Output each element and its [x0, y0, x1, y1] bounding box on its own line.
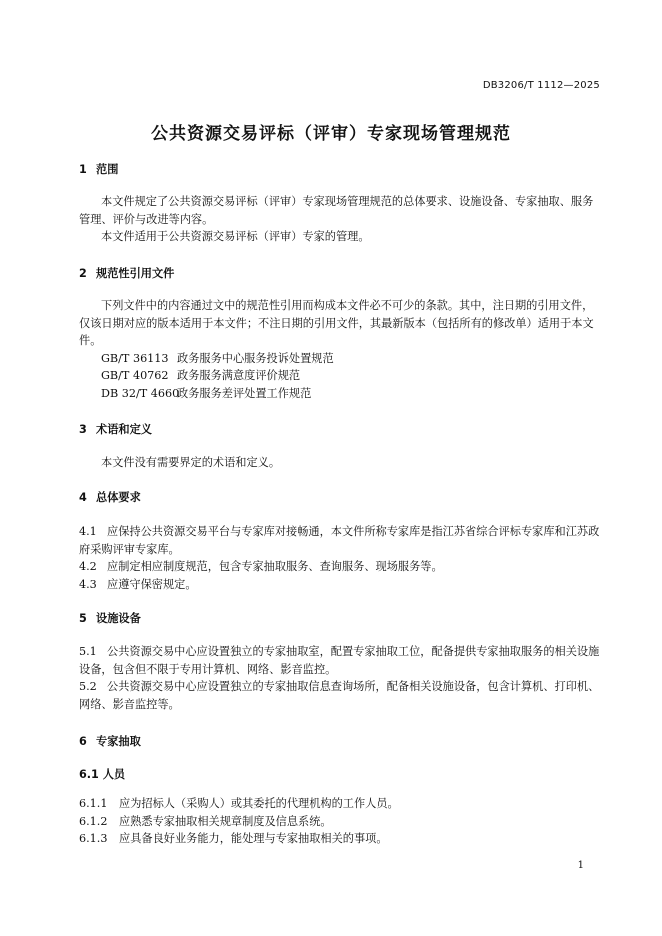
section-title: 总体要求 [96, 491, 141, 504]
reference-item [79, 350, 601, 368]
clause-number: 5.2 [79, 680, 97, 693]
section-number: 4 [79, 491, 87, 504]
section-2-body [79, 297, 601, 402]
clause [79, 643, 601, 678]
section-title: 术语和定义 [96, 423, 152, 436]
paragraph: 下列文件中的内容通过文中的规范性引用而构成本文件必不可少的条款。其中，注日期的引用文件，仅该日期对应的版本适用于本文件；不注日期的引用文件，其最新版本（包括所有的修改单）适用于本文件。 [79, 299, 594, 347]
paragraph: 本文件适用于公共资源交易评标（评审）专家的管理。 [101, 230, 370, 243]
section-6-body [79, 795, 601, 848]
document-title: 公共资源交易评标（评审）专家现场管理规范 [151, 124, 511, 144]
section-2-heading [79, 265, 601, 283]
section-4-heading [79, 489, 601, 507]
clause [79, 830, 601, 848]
subsection-title: 人员 [102, 768, 126, 781]
clause-text: 应保持公共资源交易平台与专家库对接畅通，本文件所称专家库是指江苏省综合评标专家库和江苏政府采购评审专家库。 [79, 525, 600, 556]
section-3-body [79, 454, 601, 472]
section-number: 6 [79, 735, 87, 748]
clause-number: 4.2 [79, 560, 97, 573]
clause-number: 4.3 [79, 577, 97, 591]
page-number: 1 [577, 860, 584, 871]
clause-text: 公共资源交易中心应设置独立的专家抽取室，配置专家抽取工位，配备提供专家抽取服务的相关设施设备，包含但不限于专用计算机、网络、影音监控。 [79, 645, 600, 676]
reference-name: 政务服务满意度评价规范 [177, 369, 301, 382]
reference-item [79, 385, 601, 403]
clause-text: 应具备良好业务能力，能处理与专家抽取相关的事项。 [119, 832, 388, 845]
section-3-heading [79, 421, 601, 439]
section-1-body [79, 193, 601, 246]
section-title: 规范性引用文件 [96, 267, 175, 280]
section-1-heading [79, 161, 601, 179]
section-5-body [79, 643, 601, 713]
clause [79, 523, 601, 558]
clause [79, 813, 601, 831]
clause [79, 795, 601, 813]
section-title: 设施设备 [96, 612, 141, 625]
clause-number: 6.1.1 [79, 797, 108, 810]
section-4-body [79, 523, 601, 593]
clause-text: 公共资源交易中心应设置独立的专家抽取信息查询场所，配备相关设施设备，包含计算机、打印机、网络、影音监控等。 [79, 680, 600, 711]
section-number: 3 [79, 423, 87, 436]
clause [79, 558, 601, 576]
reference-item [79, 367, 601, 385]
section-6-heading [79, 733, 601, 751]
section-5-heading [79, 610, 601, 628]
reference-code: DB 32/T 4660 [101, 386, 180, 400]
subsection-number: 6.1 [79, 768, 99, 781]
paragraph: 本文件没有需要界定的术语和定义。 [101, 456, 281, 469]
clause-text: 应遵守保密规定。 [107, 577, 197, 591]
subsection-6-1-heading [79, 766, 601, 784]
reference-name: 政务服务差评处置工作规范 [177, 386, 312, 400]
section-number: 2 [79, 267, 87, 280]
reference-name: 政务服务中心服务投诉处置规范 [177, 351, 334, 365]
clause-number: 6.1.3 [79, 832, 108, 845]
document-code: DB3206/T 1112—2025 [482, 80, 600, 91]
section-title: 范围 [96, 163, 119, 176]
clause [79, 576, 601, 594]
reference-code: GB/T 36113 [101, 351, 169, 365]
clause-text: 应熟悉专家抽取相关规章制度及信息系统。 [119, 814, 332, 828]
section-number: 1 [79, 163, 87, 176]
clause-number: 6.1.2 [79, 814, 108, 828]
clause-text: 应制定相应制度规范，包含专家抽取服务、查询服务、现场服务等。 [107, 560, 443, 573]
paragraph: 本文件规定了公共资源交易评标（评审）专家现场管理规范的总体要求、设施设备、专家抽取、服务管理、评价与改进等内容。 [79, 195, 594, 226]
clause-number: 5.1 [79, 645, 97, 658]
clause-number: 4.1 [79, 525, 97, 538]
clause-text: 应为招标人（采购人）或其委托的代理机构的工作人员。 [119, 797, 399, 810]
section-number: 5 [79, 612, 87, 625]
clause [79, 678, 601, 713]
section-title: 专家抽取 [96, 735, 141, 748]
reference-code: GB/T 40762 [101, 369, 169, 382]
